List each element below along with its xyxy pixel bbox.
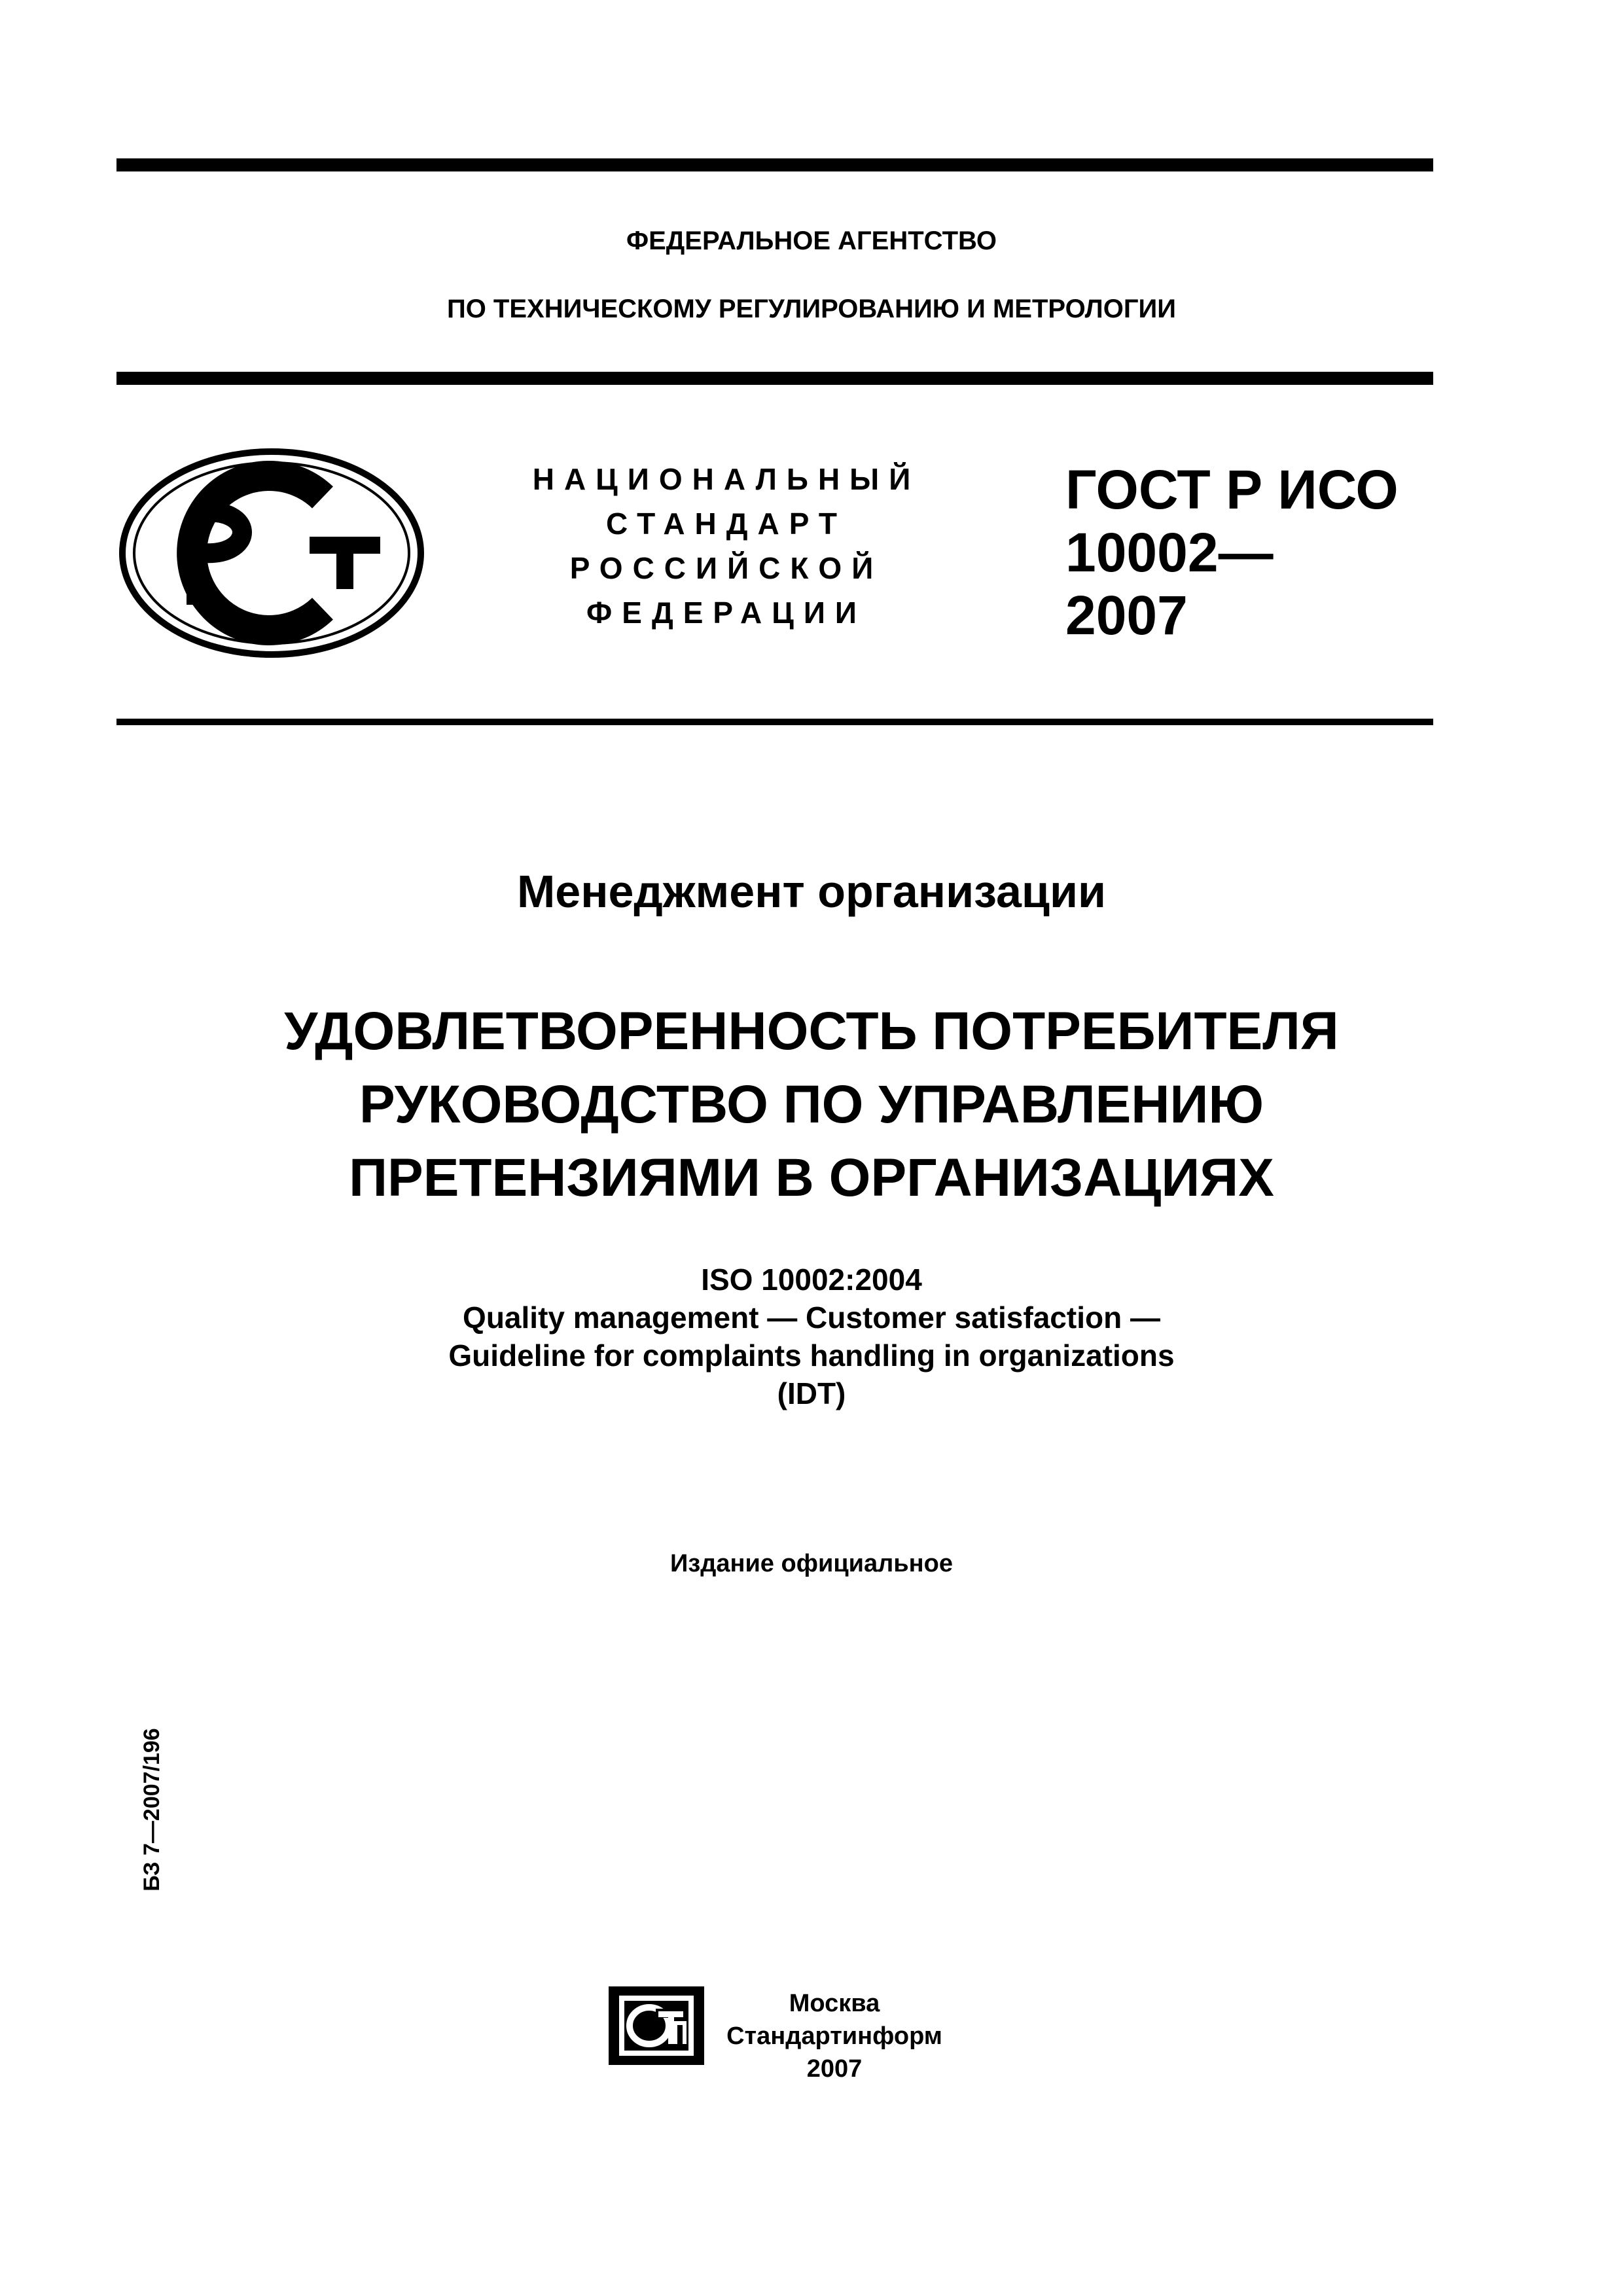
rst-certification-logo (115, 445, 429, 661)
title-line-2: РУКОВОДСТВО ПО УПРАВЛЕНИЮ (359, 1075, 1264, 1134)
national-standard-label (497, 457, 955, 635)
iso-title-line-2: Guideline for complaints handling in organizations (448, 1338, 1175, 1372)
title-line-3: ПРЕТЕНЗИЯМИ В ОРГАНИЗАЦИЯХ (349, 1148, 1274, 1208)
iso-equivalence: (IDT) (777, 1376, 846, 1410)
publisher-block (726, 1987, 942, 2085)
national-standard-line-1: НАЦИОНАЛЬНЫЙ (532, 462, 921, 496)
iso-code: ISO 10002:2004 (701, 1263, 922, 1297)
publisher-name: Стандартинформ (726, 2022, 942, 2050)
title-line-1: УДОВЛЕТВОРЕННОСТЬ ПОТРЕБИТЕЛЯ (284, 1001, 1339, 1061)
middle-rule (116, 372, 1433, 385)
publisher-city: Москва (789, 1990, 880, 2017)
national-standard-line-2: СТАНДАРТ (606, 507, 847, 541)
designation-line-2: 10002— (1065, 522, 1274, 583)
sti-publisher-logo (607, 1985, 705, 2066)
agency-name-line-1: ФЕДЕРАЛЬНОЕ АГЕНТСТВО (626, 226, 997, 255)
publisher-year: 2007 (806, 2055, 863, 2083)
iso-reference (0, 1261, 1623, 1412)
top-rule (116, 158, 1433, 171)
national-standard-line-3: РОССИЙСКОЙ (569, 551, 883, 585)
document-subject: Менеджмент организации (516, 866, 1107, 917)
national-standard-line-4: ФЕДЕРАЦИИ (586, 596, 866, 630)
iso-title-line-1: Quality management — Customer satisfaction — (463, 1300, 1160, 1335)
side-catalog-code: БЗ 7—2007/196 (139, 1728, 164, 1892)
designation-line-3: 2007 (1065, 584, 1188, 646)
edition-label: Издание официальное (670, 1550, 953, 1577)
agency-name-line-2: ПО ТЕХНИЧЕСКОМУ РЕГУЛИРОВАНИЮ И МЕТРОЛОГИИ (446, 295, 1177, 323)
designation-line-1: ГОСТ Р ИСО (1065, 459, 1399, 520)
document-title (0, 995, 1623, 1215)
lower-rule (116, 719, 1433, 725)
standard-designation (1065, 458, 1399, 647)
